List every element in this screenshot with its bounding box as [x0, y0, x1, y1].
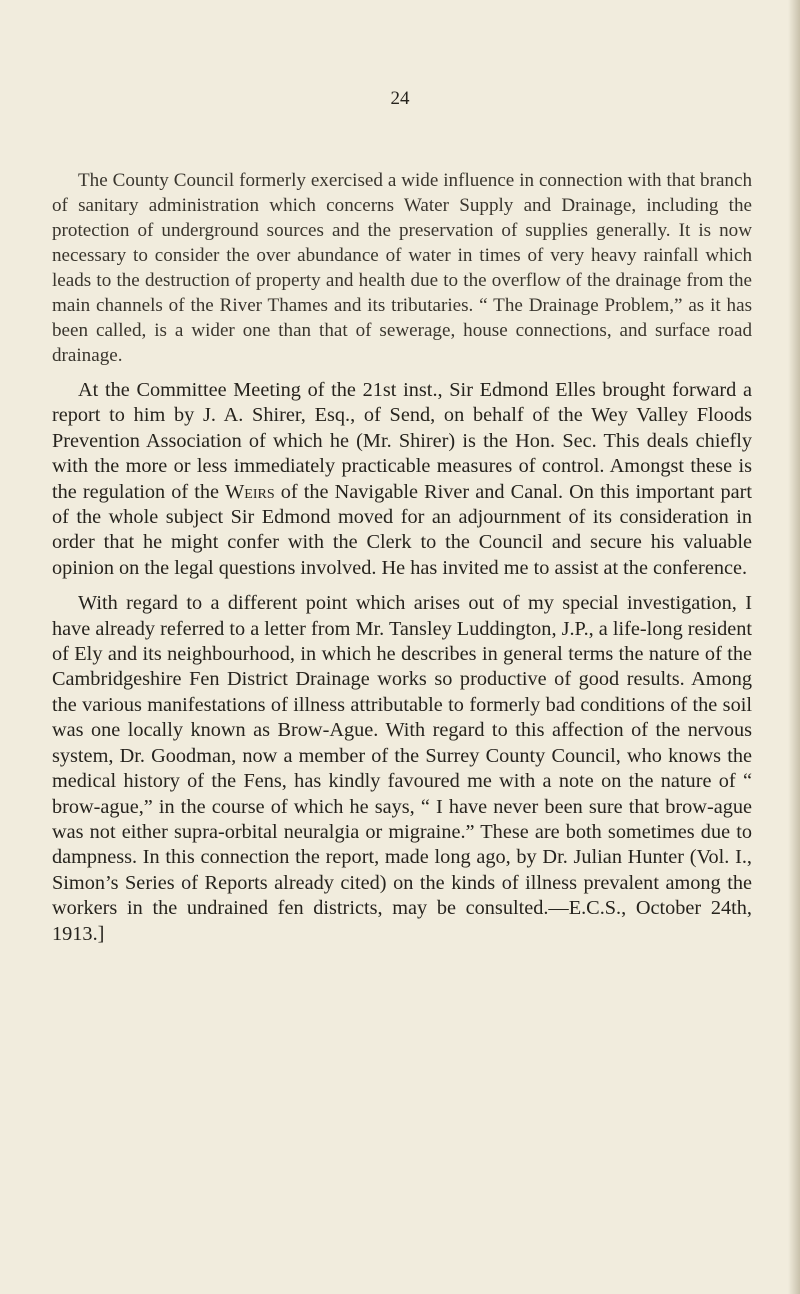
paragraph-committee-meeting-part-1: At the Committee Meeting of the 21st inst., Sir Edmond Elles brought forward a report to him by J. A. Shirer, Esq., of Send, on behalf of the Wey Valley Floods Prevention Association of which he (Mr. Shirer) is the Hon. Sec. This deals chiefly with the more or less immediately practicable measures of control. Amongst these is the regulation of the	[52, 379, 752, 503]
paragraph-committee-meeting	[52, 378, 752, 581]
paragraph-county-council: The County Council formerly exercised a wide influence in connection with that branch of sanitary administration which concerns Water Supply and Drainage, including the protection of underground sources and the preservation of supplies generally. It is now necessary to consider the over abundance of water in times of very heavy rainfall which leads to the destruction of property and health due to the overflow of the drainage from the main channels of the River Thames and its tributaries. “ The Drainage Problem,” as it has been called, is a wider one than that of sewerage, house connections, and surface road drainage.	[52, 170, 752, 366]
paragraph-brow-ague: With regard to a different point which arises out of my special investigation, I have already referred to a letter from Mr. Tansley Luddington, J.P., a life-long resident of Ely and its neighbourhood, in which he describes in general terms the nature of the Cambridgeshire Fen District Drainage works so productive of good results. Among the various manifestations of illness attributable to formerly bad conditions of the soil was one locally known as Brow-Ague. With regard to this affection of the nervous system, Dr. Goodman, now a member of the Surrey County Council, who knows the medical history of the Fens, has kindly favoured me with a note on the nature of “ brow-ague,” in the course of which he says, “ I have never been sure that brow-ague was not either supra-orbital neuralgia or migraine.” These are both sometimes due to dampness. In this connection the report, made long ago, by Dr. Julian Hunter (Vol. I., Simon’s Series of Reports already cited) on the kinds of illness prevalent among the workers in the undrained fen districts, may be consulted.—E.C.S., October 24th, 1913.]	[52, 592, 752, 945]
text-body	[52, 168, 752, 947]
page-number: 24	[390, 88, 410, 109]
paragraph-committee-meeting-part-2: of the Navigable River and Canal. On this important part of the whole subject Sir Edmond moved for an adjournment of its consideration in order that he might confer with the Clerk to the Council and secure his valuable opinion on the legal questions involved. He has invited me to assist at the conference.	[52, 480, 752, 579]
weirs-small-caps: Weirs	[225, 480, 275, 503]
page-edge-shadow	[788, 0, 800, 1294]
